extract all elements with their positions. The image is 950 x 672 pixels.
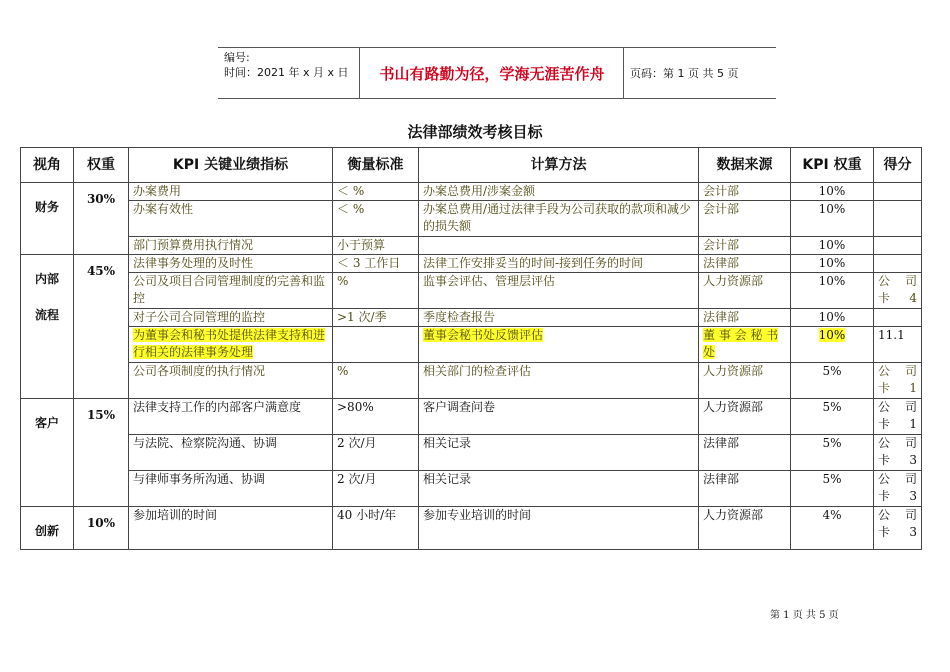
kpi-weight-cell: 10% — [791, 183, 874, 201]
kpi-weight-cell: 5% — [791, 435, 874, 471]
score-cell: 公 司卡 1 — [874, 363, 922, 399]
source-cell: 法律部 — [699, 309, 791, 327]
table-row — [21, 273, 922, 309]
score-cell — [874, 201, 922, 237]
method-cell: 监事会评估、管理层评估 — [419, 273, 699, 309]
kpi-cell: 为董事会和秘书处提供法律支持和进行相关的法律事务处理 — [129, 327, 333, 363]
table-header-row — [21, 148, 922, 183]
table-row — [21, 435, 922, 471]
standard-cell: ＜ % — [333, 183, 419, 201]
score-cell: 公 司卡 1 — [874, 399, 922, 435]
source-cell: 人力资源部 — [699, 399, 791, 435]
standard-cell: % — [333, 273, 419, 309]
method-cell: 相关记录 — [419, 435, 699, 471]
method-cell: 办案总费用/通过法律手段为公司获取的款项和减少的损失额 — [419, 201, 699, 237]
score-cell: 公 司卡 3 — [874, 507, 922, 550]
weight-cell: 45% — [74, 255, 129, 399]
score-cell — [874, 309, 922, 327]
header-page-label: 页码：第 1 页 共 5 页 — [630, 67, 739, 80]
kpi-cell: 法律事务处理的及时性 — [129, 255, 333, 273]
table-row — [21, 201, 922, 237]
source-cell: 会计部 — [699, 201, 791, 237]
kpi-cell: 办案有效性 — [129, 201, 333, 237]
source-cell: 法律部 — [699, 471, 791, 507]
kpi-weight-cell: 10% — [791, 309, 874, 327]
kpi-weight-cell: 10% — [791, 201, 874, 237]
kpi-cell: 对子公司合同管理的监控 — [129, 309, 333, 327]
document-header — [218, 47, 776, 99]
source-cell: 人力资源部 — [699, 273, 791, 309]
standard-cell: 40 小时/年 — [333, 507, 419, 550]
method-cell: 相关部门的检查评估 — [419, 363, 699, 399]
kpi-cell: 法律支持工作的内部客户满意度 — [129, 399, 333, 435]
kpi-weight-cell: 10% — [791, 255, 874, 273]
col-header-perspective: 视角 — [21, 148, 74, 183]
standard-cell: % — [333, 363, 419, 399]
score-cell: 公 司卡 3 — [874, 471, 922, 507]
standard-cell: ＜ 3 工作日 — [333, 255, 419, 273]
table-row — [21, 255, 922, 273]
source-cell: 人力资源部 — [699, 363, 791, 399]
kpi-cell: 公司及项目合同管理制度的完善和监控 — [129, 273, 333, 309]
method-cell: 董事会秘书处反馈评估 — [419, 327, 699, 363]
standard-cell: 2 次/月 — [333, 435, 419, 471]
source-cell: 法律部 — [699, 255, 791, 273]
table-row — [21, 183, 922, 201]
method-cell: 办案总费用/涉案金额 — [419, 183, 699, 201]
col-header-kpi: KPI 关键业绩指标 — [129, 148, 333, 183]
category-cell: 创新 — [21, 507, 74, 550]
kpi-weight-cell: 5% — [791, 363, 874, 399]
weight-cell: 10% — [74, 507, 129, 550]
method-cell: 季度检查报告 — [419, 309, 699, 327]
standard-cell — [333, 327, 419, 363]
standard-cell: ＜ % — [333, 201, 419, 237]
category-cell: 客户 — [21, 399, 74, 507]
method-cell: 客户调查问卷 — [419, 399, 699, 435]
table-row — [21, 507, 922, 550]
col-header-method: 计算方法 — [419, 148, 699, 183]
source-cell: 人力资源部 — [699, 507, 791, 550]
source-cell: 法律部 — [699, 435, 791, 471]
table-row-highlighted — [21, 327, 922, 363]
method-cell: 相关记录 — [419, 471, 699, 507]
standard-cell: 小于预算 — [333, 237, 419, 255]
table-row — [21, 309, 922, 327]
kpi-weight-cell: 10% — [791, 273, 874, 309]
time-label: 时间：2021 年 x 月 x 日 — [224, 66, 349, 79]
table-row — [21, 471, 922, 507]
kpi-weight-cell: 5% — [791, 471, 874, 507]
kpi-cell: 参加培训的时间 — [129, 507, 333, 550]
category-cell: 内部 流程 — [21, 255, 74, 399]
table-row — [21, 237, 922, 255]
weight-cell: 15% — [74, 399, 129, 507]
kpi-weight-cell: 10% — [791, 237, 874, 255]
table-row — [21, 363, 922, 399]
kpi-table — [20, 147, 922, 550]
score-cell — [874, 255, 922, 273]
source-cell: 会计部 — [699, 237, 791, 255]
table-row — [21, 399, 922, 435]
method-cell: 参加专业培训的时间 — [419, 507, 699, 550]
header-meta — [218, 48, 360, 98]
kpi-weight-cell: 10% — [791, 327, 874, 363]
weight-cell: 30% — [74, 183, 129, 255]
method-cell — [419, 237, 699, 255]
standard-cell: >80% — [333, 399, 419, 435]
source-cell: 会计部 — [699, 183, 791, 201]
page-title: 法律部绩效考核目标 — [407, 123, 543, 141]
standard-cell: 2 次/月 — [333, 471, 419, 507]
score-cell: 公 司卡 4 — [874, 273, 922, 309]
kpi-weight-cell: 4% — [791, 507, 874, 550]
method-cell: 法律工作安排妥当的时间-接到任务的时间 — [419, 255, 699, 273]
header-motto: 书山有路勤为径，学海无涯苦作舟 — [361, 48, 624, 98]
col-header-weight: 权重 — [74, 148, 129, 183]
kpi-weight-cell: 5% — [791, 399, 874, 435]
score-cell — [874, 237, 922, 255]
page-footer: 第 1 页 共 5 页 — [770, 610, 839, 621]
kpi-cell: 部门预算费用执行情况 — [129, 237, 333, 255]
source-cell: 董 事 会 秘 书 处 — [699, 327, 791, 363]
kpi-cell: 公司各项制度的执行情况 — [129, 363, 333, 399]
col-header-source: 数据来源 — [699, 148, 791, 183]
col-header-score: 得分 — [874, 148, 922, 183]
score-cell — [874, 183, 922, 201]
number-label: 编号: — [224, 51, 250, 64]
kpi-cell: 与律师事务所沟通、协调 — [129, 471, 333, 507]
col-header-standard: 衡量标准 — [333, 148, 419, 183]
standard-cell: >1 次/季 — [333, 309, 419, 327]
category-cell: 财务 — [21, 183, 74, 255]
kpi-cell: 办案费用 — [129, 183, 333, 201]
kpi-cell: 与法院、检察院沟通、协调 — [129, 435, 333, 471]
col-header-kpi-weight: KPI 权重 — [791, 148, 874, 183]
score-cell: 公 司卡 3 — [874, 435, 922, 471]
score-cell: 11.1 — [874, 327, 922, 363]
